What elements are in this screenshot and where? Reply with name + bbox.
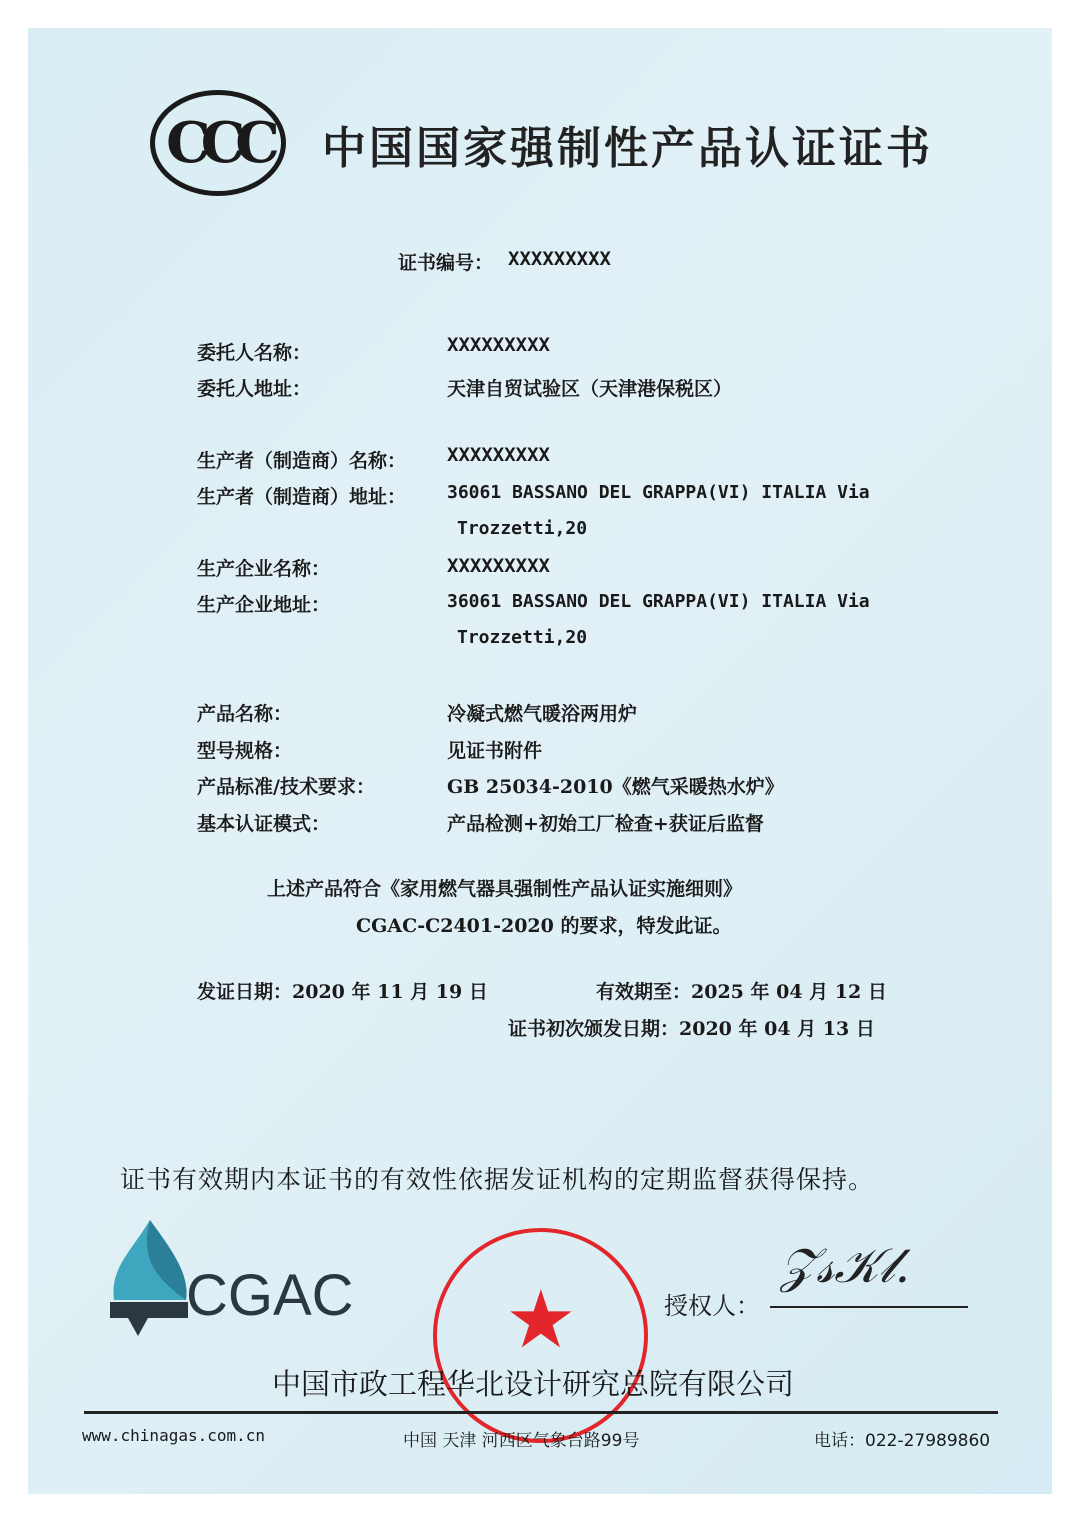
field-value: 36061 BASSANO DEL GRAPPA(VI) ITALIA Via [447, 482, 870, 503]
field-value: XXXXXXXXX [447, 444, 550, 466]
footer-address: 中国 天津 河西区气象台路99号 [403, 1431, 640, 1451]
first-issue-date: 证书初次颁发日期：2020 年 04 月 13 日 [508, 1018, 875, 1040]
field-value-cont: Trozzetti,20 [457, 627, 588, 648]
field-label: 生产者（制造商）名称： [197, 450, 407, 472]
ccc-logo: CCC [150, 90, 286, 196]
page-title: 中国国家强制性产品认证证书 [322, 123, 933, 174]
signature-line [770, 1306, 968, 1308]
seal-star-icon: ★ [505, 1273, 577, 1366]
field-value-cont: Trozzetti,20 [457, 518, 588, 539]
field-label: 生产企业名称： [197, 558, 331, 580]
cgac-logo: CGAC [186, 1263, 354, 1328]
field-label: 型号规格： [197, 740, 293, 762]
footer-divider [84, 1411, 998, 1414]
field-label: 基本认证模式： [197, 813, 331, 835]
footer-phone: 电话：022-27989860 [814, 1431, 991, 1451]
certificate-number-label: 证书编号： [398, 252, 494, 274]
field-value: 天津自贸试验区（天津港保税区） [447, 378, 733, 400]
cgac-flame-icon [110, 1218, 190, 1336]
field-label: 产品标准/技术要求： [197, 776, 375, 798]
field-label: 委托人名称： [197, 342, 312, 364]
field-value: GB 25034-2010《燃气采暖热水炉》 [447, 776, 784, 798]
field-value: 36061 BASSANO DEL GRAPPA(VI) ITALIA Via [447, 591, 870, 612]
validity-note: 证书有效期内本证书的有效性依据发证机构的定期监督获得保持。 [120, 1165, 875, 1194]
field-label: 产品名称： [197, 703, 293, 725]
signature: 𝒵𝓈𝒦𝓁. [780, 1238, 910, 1294]
statement-line2: CGAC-C2401-2020 的要求，特发此证。 [356, 915, 732, 937]
footer-website: www.chinagas.com.cn [82, 1426, 266, 1445]
authorized-label: 授权人： [664, 1292, 760, 1320]
field-label: 委托人地址： [197, 378, 312, 400]
issue-date: 发证日期：2020 年 11 月 19 日 [197, 981, 488, 1003]
valid-until-date: 有效期至：2025 年 04 月 12 日 [596, 981, 887, 1003]
field-label: 生产企业地址： [197, 594, 331, 616]
field-value: 见证书附件 [447, 740, 543, 762]
field-label: 生产者（制造商）地址： [197, 486, 407, 508]
field-value: XXXXXXXXX [447, 555, 550, 577]
certificate-number: XXXXXXXXX [508, 248, 611, 270]
statement-line1: 上述产品符合《家用燃气器具强制性产品认证实施细则》 [267, 878, 743, 900]
issuer-company: 中国市政工程华北设计研究总院有限公司 [272, 1367, 795, 1401]
field-value: 产品检测+初始工厂检查+获证后监督 [447, 813, 764, 835]
field-value: XXXXXXXXX [447, 334, 550, 356]
field-value: 冷凝式燃气暖浴两用炉 [447, 703, 638, 725]
